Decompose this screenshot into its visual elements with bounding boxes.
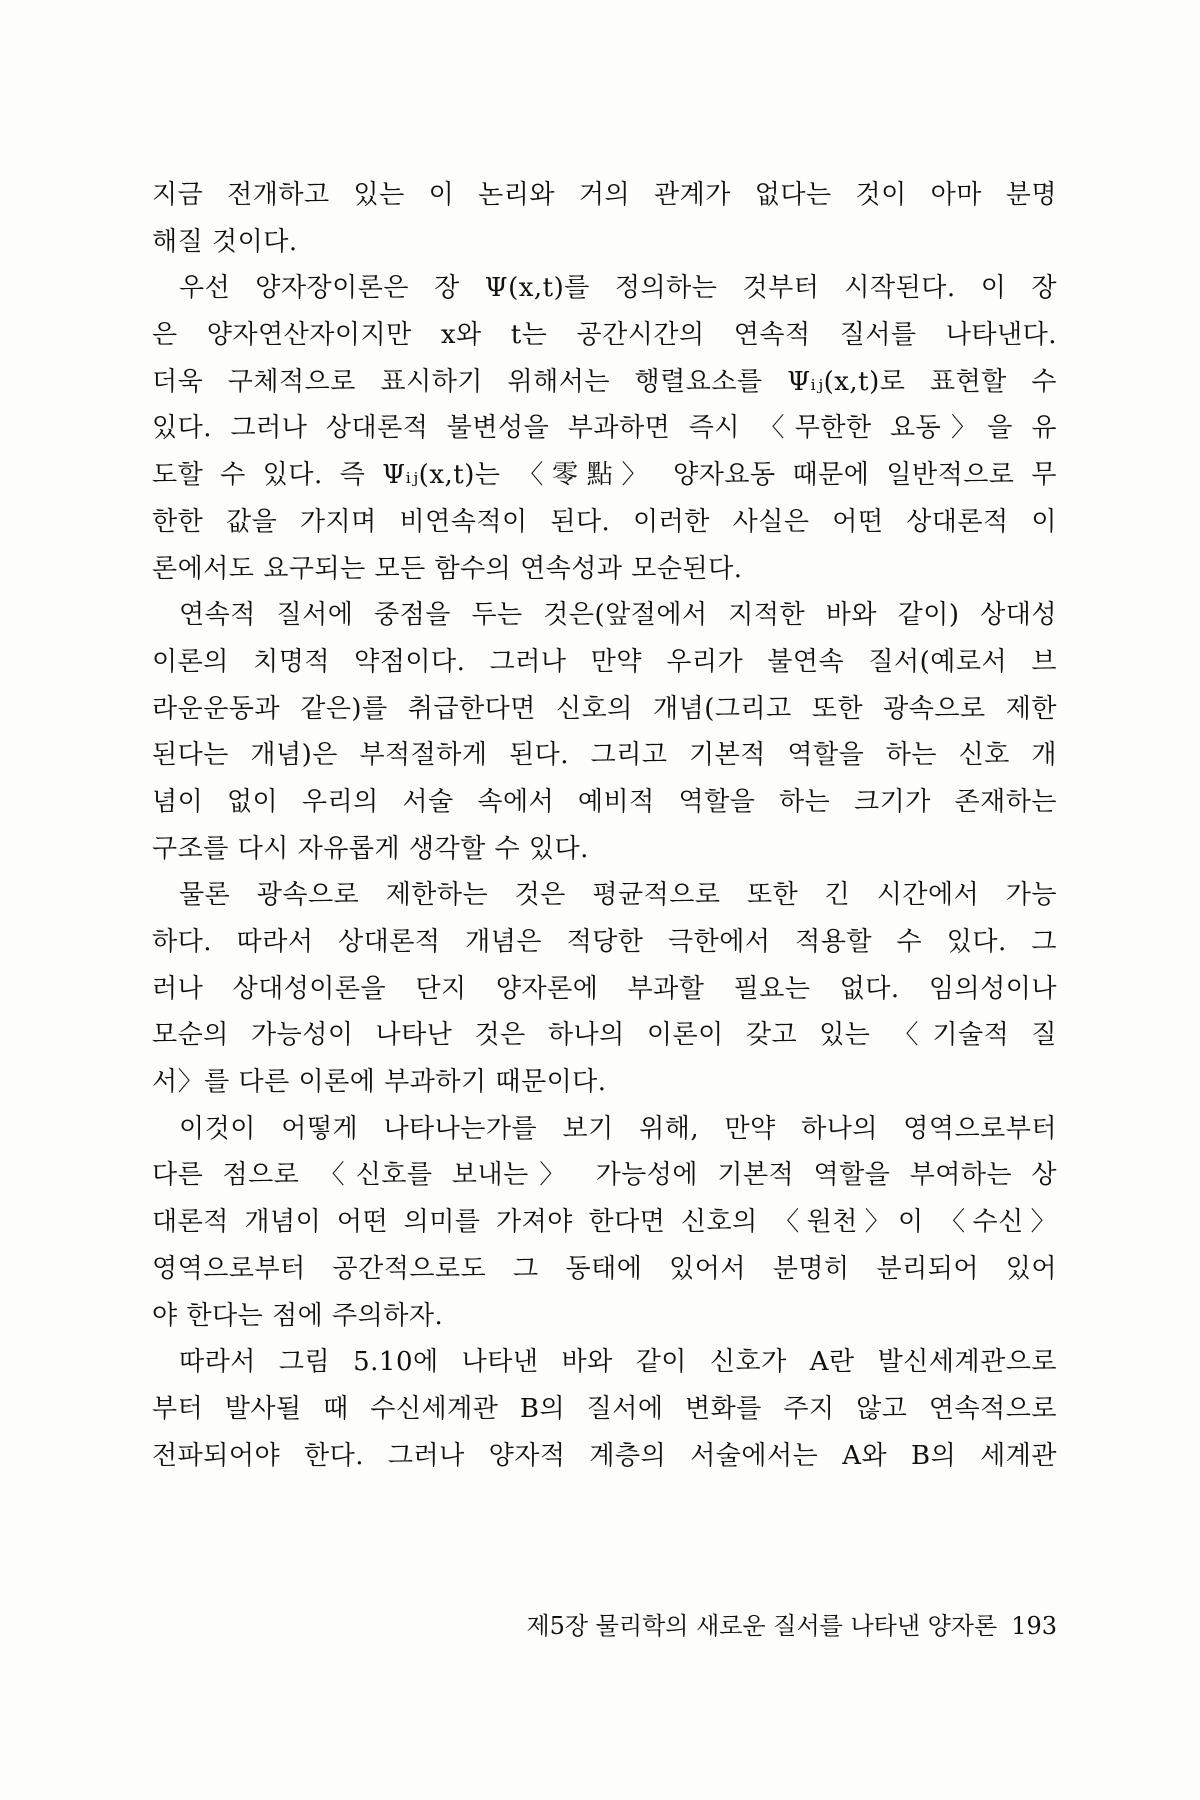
paragraph-3 (152, 592, 1057, 872)
text-line: 영역으로부터 공간적으로도 그 동태에 있어서 분명히 분리되어 있어 (152, 1253, 1057, 1284)
text-line: 하다. 따라서 상대론적 개념은 적당한 극한에서 적용할 수 있다. 그 (152, 927, 1057, 957)
running-head: 제5장 물리학의 새로운 질서를 나타낸 양자론 (526, 1612, 998, 1640)
text-line: 전파되어야 한다. 그러나 양자적 계층의 서술에서는 A와 B의 세계관 (152, 1440, 1057, 1471)
text-line: 우선 양자장이론은 장 Ψ(x,t)를 정의하는 것부터 시작된다. 이 장 (179, 273, 1057, 304)
text-line: 이론의 치명적 약점이다. 그러나 만약 우리가 불연속 질서(예로서 브 (152, 646, 1057, 677)
text-line: 다른 점으로 〈신호를 보내는〉 가능성에 기본적 역할을 부여하는 상 (152, 1160, 1057, 1191)
text-line: 서〉를 다른 이론에 부과하기 때문이다. (152, 1067, 607, 1098)
paragraph-6 (152, 1339, 1057, 1479)
body-text (152, 172, 1057, 1479)
text-line: 라운운동과 같은)를 취급한다면 신호의 개념(그리고 또한 광속으로 제한 (152, 693, 1057, 724)
paragraph-1 (152, 172, 1057, 265)
paragraph-5 (152, 1106, 1057, 1339)
text-line: 해질 것이다. (152, 226, 298, 257)
text-line: 연속적 질서에 중점을 두는 것은(앞절에서 지적한 바와 같이) 상대성 (179, 600, 1057, 631)
text-line: 따라서 그림 5.10에 나타낸 바와 같이 신호가 A란 발신세계관으로 (179, 1347, 1057, 1378)
text-line: 도할 수 있다. 즉 Ψᵢⱼ(x,t)는 〈零點〉 양자요동 때문에 일반적으로 무 (152, 460, 1057, 491)
text-line: 은 양자연산자이지만 x와 t는 공간시간의 연속적 질서를 나타낸다. (152, 320, 1057, 351)
text-line: 이것이 어떻게 나타나는가를 보기 위해, 만약 하나의 영역으로부터 (179, 1113, 1057, 1144)
text-line: 한한 값을 가지며 비연속적이 된다. 이러한 사실은 어떤 상대론적 이 (152, 506, 1057, 537)
page-footer (440, 1606, 1057, 1646)
text-line: 지금 전개하고 있는 이 논리와 거의 관계가 없다는 것이 아마 분명 (152, 180, 1057, 210)
paragraph-4 (152, 872, 1057, 1105)
text-line: 있다. 그러나 상대론적 불변성을 부과하면 즉시 〈무한한 요동〉을 유 (152, 413, 1057, 444)
paragraph-2 (152, 265, 1057, 592)
text-line: 대론적 개념이 어떤 의미를 가져야 한다면 신호의 〈원천〉이 〈수신〉 (152, 1207, 1057, 1238)
page-number: 193 (1011, 1612, 1057, 1640)
text-line: 더욱 구체적으로 표시하기 위해서는 행렬요소를 Ψᵢⱼ(x,t)로 표현할 수 (152, 366, 1057, 397)
text-line: 념이 없이 우리의 서술 속에서 예비적 역할을 하는 크기가 존재하는 (152, 786, 1057, 817)
text-line: 구조를 다시 자유롭게 생각할 수 있다. (152, 833, 589, 864)
text-line: 야 한다는 점에 주의하자. (152, 1300, 444, 1331)
text-line: 물론 광속으로 제한하는 것은 평균적으로 또한 긴 시간에서 가능 (179, 880, 1057, 911)
text-line: 론에서도 요구되는 모든 함수의 연속성과 모순된다. (152, 553, 743, 584)
text-line: 러나 상대성이론을 단지 양자론에 부과할 필요는 없다. 임의성이나 (152, 973, 1057, 1004)
text-line: 된다는 개념)은 부적절하게 된다. 그리고 기본적 역할을 하는 신호 개 (152, 740, 1057, 771)
text-line: 부터 발사될 때 수신세계관 B의 질서에 변화를 주지 않고 연속적으로 (152, 1393, 1057, 1424)
text-line: 모순의 가능성이 나타난 것은 하나의 이론이 갖고 있는 〈기술적 질 (152, 1020, 1057, 1051)
